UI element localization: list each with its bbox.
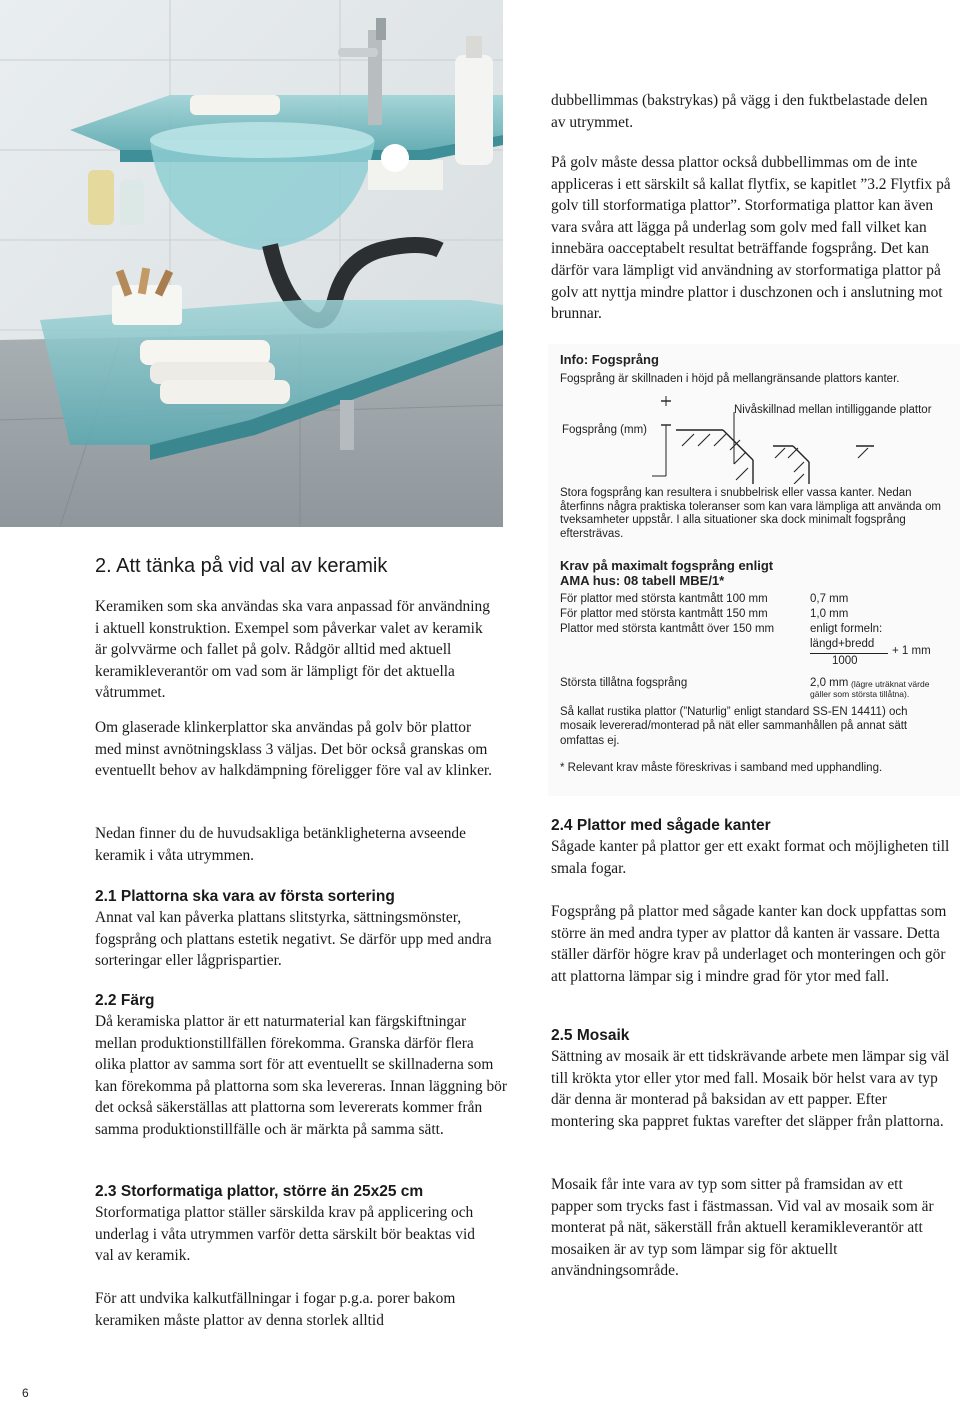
- paragraph-floor-gluing: På golv måste dessa plattor också dubbellimmas om de inte appliceras i ett särskilt så kallat flytfix, se kapitlet ”3.2 Flytfix på golv till storformatiga plattor”. Storformatiga plattor kan även vara svåra att lägga på underlag som golv med fall vilket kan innebära oacceptabelt resultat beträffande fogsprång. Det kan därför vara lämpligt vid användning av storformatiga plattor på golv att nyttja mindre plattor i duschzonen och i anslutning mot brunnar.: [551, 154, 951, 323]
- paragraph-glaserade: Om glaserade klinkerplattor ska användas på golv bör plattor med minst avnötningsklass 3 väljas. Det bör också granskas om eventuellt behov av halkdämpning föreligger före val av klinker.: [95, 719, 493, 780]
- max-value: 2,0 mm: [810, 677, 849, 689]
- row-100-value: 0,7 mm: [810, 593, 849, 605]
- info-subtitle: Fogsprång är skillnaden i höjd på mellangränsande plattors kanter.: [560, 373, 900, 385]
- formula-numerator: längd+bredd: [810, 638, 875, 650]
- section-2-5: [551, 1026, 951, 1132]
- row-150-value: 1,0 mm: [810, 608, 849, 620]
- max-label: Största tillåtna fogsprång: [560, 677, 688, 689]
- text-2-3: Storformatiga plattor ställer särskilda krav på applicering och underlag i våta utrymmen varför detta särskilt bör beaktas vid val av keramik.: [95, 1204, 475, 1265]
- heading-2-2: 2.2 Färg: [95, 992, 155, 1009]
- formula-add: + 1 mm: [892, 645, 931, 657]
- text-2-1: Annat val kan påverka plattans slitstyrka, sättningsmönster, fogsprång och plattans estetik negativt. Se därför upp med andra sorteringar eller lågprispartier.: [95, 909, 492, 970]
- section-2-2: [95, 991, 507, 1141]
- row-100-label: För plattor med största kantmått 100 mm: [560, 593, 768, 605]
- rustic-note: Så kallat rustika plattor (”Naturlig” enligt standard SS-EN 14411) och mosaik levererad/monterad på nät eller sammanhållen på annat sätt omfattas ej.: [560, 706, 908, 747]
- section-2-1: [95, 887, 505, 972]
- diagram-label-right: Nivåskillnad mellan intilliggande plattor: [734, 404, 932, 416]
- text-2-2: Då keramiska plattor är ett naturmaterial kan färgskiftningar mellan produktionstillfällen förekomma. Granska därför flera olika plattor av samma sort för att eventuellt se skillnaderna som kan förekomma på plattorna som ska levereras. Innan läggning bör det också säkerställas att plattorna som levererats kommer från samma produktionstillfälle och är märkta på samma sätt.: [95, 1013, 507, 1138]
- bathroom-sink-photo: [0, 0, 503, 527]
- text-2-4: Sågade kanter på plattor ger ett exakt format och möjligheten till smala fogar.: [551, 838, 950, 877]
- paragraph-keramik-anpassad: Keramiken som ska användas ska vara anpassad för användning i aktuell konstruktion. Exempel som påverkar valet av keramik är golvvärme och fallet på golv. Rådgör alltid med aktuell keramikleverantör om vad som är lämpligt för det aktuella våtrummet.: [95, 598, 490, 702]
- paragraph-wet-zone: dubbellimmas (bakstrykas) på vägg i den fuktbelastade delen av utrymmet.: [551, 92, 928, 131]
- left-tile-profile: [676, 430, 753, 484]
- page-number: 6: [22, 1386, 29, 1400]
- krav-title-2: AMA hus: 08 tabell MBE/1*: [560, 573, 725, 588]
- formula-denominator: 1000: [832, 655, 858, 667]
- formula-fraction-bar: [810, 653, 888, 654]
- krav-title-1: Krav på maximalt fogsprång enligt: [560, 558, 774, 573]
- max-note-1: (lägre uträknat värde: [851, 679, 930, 689]
- diagram-label-left: Fogsprång (mm): [562, 424, 647, 436]
- heading-2-3: 2.3 Storformatiga plattor, större än 25x25 cm: [95, 1183, 424, 1200]
- footnote: * Relevant krav måste föreskrivas i samband med upphandling.: [560, 762, 883, 774]
- row-over150-label: Plattor med största kantmått över 150 mm: [560, 623, 775, 635]
- row-over150-value: enligt formeln:: [810, 623, 883, 635]
- right-tile-profile: [773, 446, 874, 484]
- text-2-5: Sättning av mosaik är ett tidskrävande arbete men lämpar sig väl till krökta ytor eller ytor med fall. Mosaik bör helst vara av typ där denna är monterad på baksidan av ett papper. Efter montering ska pappret fuktas varefter det släpper från plattorna.: [551, 1048, 950, 1130]
- row-150-label: För plattor med största kantmått 150 mm: [560, 608, 768, 620]
- heading-2-1: 2.1 Plattorna ska vara av första sortering: [95, 888, 395, 905]
- max-note-2: gäller som största tillåtna).: [810, 689, 910, 699]
- paragraph-nedan: Nedan finner du de huvudsakliga betänkligheterna avseende keramik i våta utrymmen.: [95, 825, 466, 864]
- info-title: Info: Fogsprång: [560, 352, 659, 367]
- heading-2-5: 2.5 Mosaik: [551, 1027, 630, 1044]
- text-2-3-continued: För att undvika kalkutfällningar i fogar p.g.a. porer bakom keramiken måste plattor av denna storlek alltid: [95, 1290, 456, 1329]
- section-2-3: [95, 1182, 495, 1267]
- section-heading-2: 2. Att tänka på vid val av keramik: [95, 555, 388, 577]
- info-paragraph: Stora fogsprång kan resultera i snubbelrisk eller vassa kanter. Nedan återfinns några praktiska toleranser som kan vara lämpliga att använda om tveksamheter uppstår. I alla situationer ska dock minimalt fogsprång eftersträvas.: [560, 487, 941, 540]
- info-box-fogsprang: [548, 344, 960, 796]
- section-2-4: [551, 816, 951, 879]
- text-2-5-continued: Mosaik får inte vara av typ som sitter på framsidan av ett papper som trycks fast i fästmassan. Vid val av mosaik som är monterat på nät, säkerställ från aktuell keramikleverantör att mosaiken är av typ som lämpar sig för aktuellt användningsområde.: [551, 1176, 934, 1280]
- heading-2-4: 2.4 Plattor med sågade kanter: [551, 817, 771, 834]
- text-2-4-continued: Fogsprång på plattor med sågade kanter kan dock uppfattas som större än med andra typer av plattor då kanten är vassare. Detta ställer därför högre krav på underlaget och monteringen och gör att plattorna lämpar sig i mindre grad för ytor med fall.: [551, 903, 947, 985]
